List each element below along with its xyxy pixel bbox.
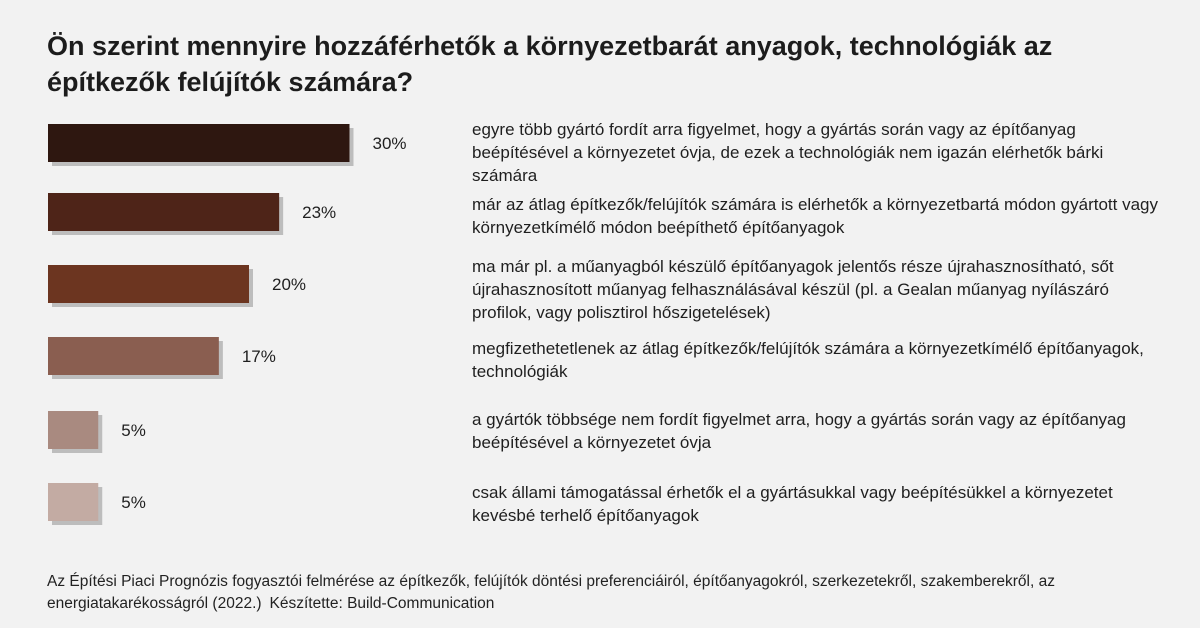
bar [48, 265, 249, 303]
chart-title: Ön szerint mennyire hozzáférhetők a környezetbarát anyagok, technológiák az építkezők felújítók számára? [47, 31, 1053, 97]
value-label: 23% [302, 203, 337, 222]
value-label: 20% [272, 275, 307, 294]
source-text: Az Építési Piaci Prognózis fogyasztói felmérése az építkezők, felújítók döntési preferenciáiról, építőanyagokról, szerkezetekről, szakemberekről, az energiatakarékosságról (2022.) [47, 573, 1055, 612]
bar [48, 337, 219, 375]
category-label: ma már pl. a műanyagból készülő építőanyagok jelentős része újrahasznosítható, sőt újrahasznosított műanyag felhasználásával készül (pl. a Gealan műanyag nyílászáró profilok, vagy polisztirol hőszigetelések) [472, 257, 1114, 322]
category-label: csak állami támogatással érhetők el a gyártásukkal vagy beépítésükkel a környezetet kevésbé terhelő építőanyagok [472, 483, 1113, 525]
category-label: a gyártók többsége nem fordít figyelmet arra, hogy a gyártás során vagy az építőanyag beépítésével a környezetet óvja [472, 410, 1126, 452]
category-label: megfizethetetlenek az átlag építkezők/felújítók számára a környezetkímélő építőanyagok, technológiák [472, 339, 1144, 381]
value-label: 30% [372, 134, 407, 153]
bar [48, 483, 98, 521]
credit-text: Készítette: Build-Communication [269, 595, 495, 612]
source-footnote [47, 571, 1177, 615]
bar [48, 411, 98, 449]
value-label: 5% [121, 493, 146, 512]
category-label: egyre több gyártó fordít arra figyelmet, hogy a gyártás során vagy az építőanyag beépítésével a környezetet óvja, de ezek a technológiák nem igazán elérhetők bárki számára [472, 120, 1104, 185]
value-label: 5% [121, 421, 146, 440]
bar [48, 124, 350, 162]
bar [48, 193, 279, 231]
category-label: már az átlag építkezők/felújítók számára is elérhetők a környezetbartá módon gyártott vagy környezetkímélő módon beépíthető építőanyagok [472, 195, 1159, 237]
value-label: 17% [241, 347, 276, 366]
